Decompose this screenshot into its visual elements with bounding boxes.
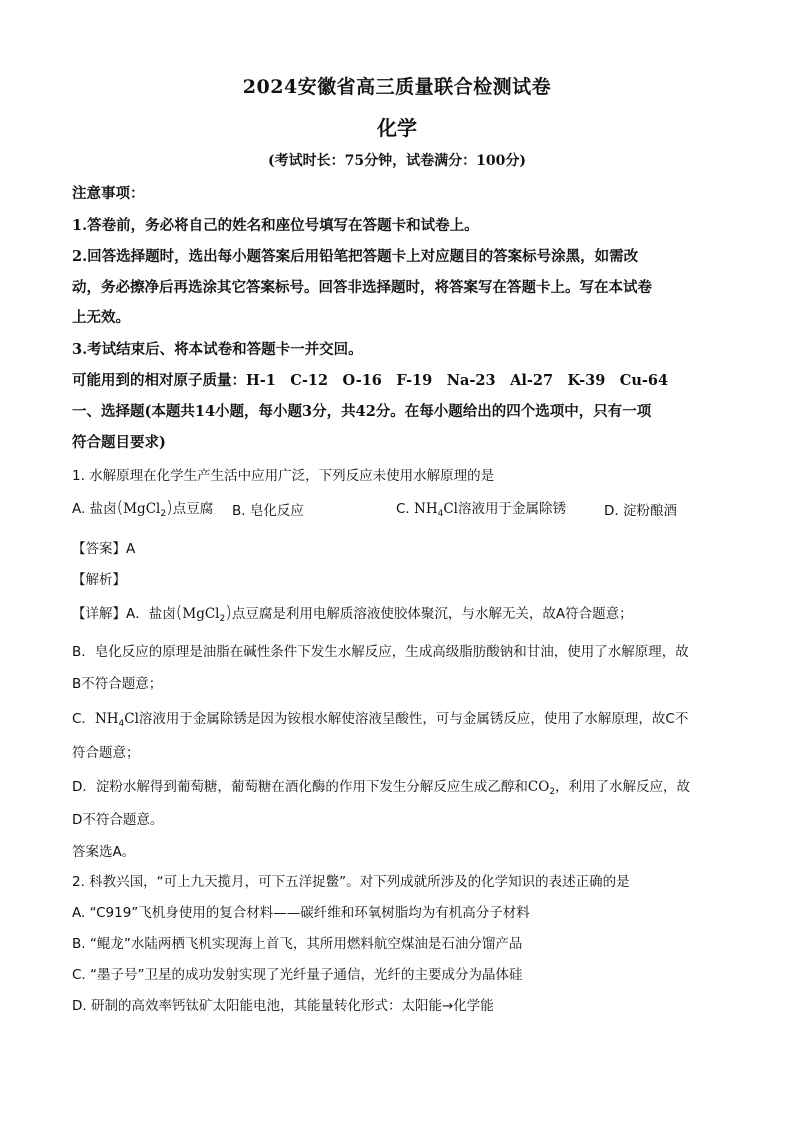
q1-detail-c-line-1 [72, 707, 722, 729]
q1-option-c-suffix: 溶液用于金属除锈 [458, 501, 566, 517]
answer-tag: 【答案】 [72, 541, 126, 557]
detail-a-prefix: A．盐卤 [126, 606, 176, 622]
notice-item-3: 3.考试结束后、将本试卷和答题卡一并交回。 [72, 341, 363, 358]
detail-d-suffix: ，利用了水解反应，故 [555, 779, 691, 795]
q1-detail-d-line-1 [72, 775, 722, 797]
notice-item-1: 1.答卷前，务必将自己的姓名和座位号填写在答题卡和试卷上。 [72, 217, 479, 234]
notice-item-2-line-2: 动，务必擦净后再选涂其它答案标号。回答非选择题时，将答案写在答题卡上。写在本试卷 [72, 279, 652, 296]
detail-tag: 【详解】 [72, 606, 126, 622]
q1-option-a-subscript: 2 [160, 509, 167, 519]
detail-a-formula: MgCl [182, 606, 220, 622]
q1-stem: 1. 水解原理在化学生产生活中应用广泛，下列反应未使用水解原理的是 [72, 468, 495, 484]
q2-option-a: A. “C919”飞机身使用的复合材料——碳纤维和环氧树脂均为有机高分子材料 [72, 905, 530, 921]
q2-option-d: D. 研制的高效率钙钛矿太阳能电池，其能量转化形式：太阳能→化学能 [72, 998, 494, 1014]
q1-analysis-tag: 【解析】 [72, 572, 126, 588]
q1-option-d: D. 淀粉酿酒 [604, 503, 677, 519]
detail-a-suffix: 点豆腐是利用电解质溶液使胶体聚沉，与水解无关，故A符合题意； [231, 606, 633, 622]
q1-option-a-prefix: A. 盐卤 [72, 501, 117, 517]
detail-c-prefix: C． [72, 711, 95, 727]
q1-option-c [396, 497, 566, 519]
section-heading-line-1: 一、选择题(本题共14小题，每小题3分，共42分。在每小题给出的四个选项中，只有一项 [72, 403, 652, 420]
detail-c-subscript: 4 [118, 719, 125, 729]
q1-option-c-subscript: 4 [437, 509, 444, 519]
q1-answer [72, 537, 722, 557]
detail-d-subscript: 2 [549, 787, 556, 797]
answer-value: A [126, 541, 136, 557]
q1-option-a: A. 盐卤(MgCl$_2$)点豆腐 [72, 498, 214, 519]
q2-stem: 2. 科教兴国，“可上九天揽月，可下五洋捉鳖”。对下列成就所涉及的化学知识的表述正确的是 [72, 874, 630, 890]
notice-heading: 注意事项： [72, 185, 145, 202]
q1-detail-c-line-2: 符合题意； [72, 745, 140, 761]
atomic-masses: 可能用到的相对原子质量：H-1 C-12 O-16 F-19 Na-23 Al-27 K-39 Cu-64 [72, 372, 669, 389]
q1-detail-a: 【详解】A．盐卤(MgCl$_2$)点豆腐是利用电解质溶液使胶体聚沉，与水解无关，故A符合题意； [72, 603, 633, 624]
q1-detail-d-line-2: D不符合题意。 [72, 812, 164, 828]
q1-option-c-prefix: C. [396, 501, 415, 517]
detail-a-subscript: 2 [219, 614, 226, 624]
notice-item-2-line-3: 上无效。 [72, 309, 130, 326]
detail-d-prefix: D．淀粉水解得到葡萄糖，葡萄糖在酒化酶的作用下发生分解反应生成乙醇和 [72, 779, 528, 795]
exam-info: (考试时长：75分钟，试卷满分：100分) [268, 153, 526, 169]
detail-c-formula: NH [94, 711, 119, 727]
q1-conclusion: 答案选A。 [72, 844, 136, 860]
detail-d-formula: CO [527, 779, 550, 795]
section-heading-line-2: 符合题目要求) [72, 434, 166, 451]
notice-item-2-line-1: 2.回答选择题时，选出每小题答案后用铅笔把答题卡上对应题目的答案标号涂黑，如需改 [72, 248, 639, 265]
detail-c-formula-2: Cl [124, 711, 139, 727]
q2-option-c: C. “墨子号”卫星的成功发射实现了光纤量子通信，光纤的主要成分为晶体硅 [72, 967, 523, 983]
exam-title: 2024安徽省高三质量联合检测试卷 [242, 76, 552, 98]
q1-detail-b-line-1: B．皂化反应的原理是油脂在碱性条件下发生水解反应，生成高级脂肪酸钠和甘油，使用了水解原理，故 [72, 644, 689, 660]
q1-detail-b-line-2: B不符合题意； [72, 676, 163, 692]
q1-option-b: B. 皂化反应 [232, 503, 304, 519]
q1-option-a-suffix: 点豆腐 [172, 501, 214, 517]
subject-title: 化学 [377, 116, 417, 140]
detail-c-suffix: 溶液用于金属除锈是因为铵根水解使溶液呈酸性，可与金属锈反应，使用了水解原理，故C不 [138, 711, 689, 727]
q1-option-a-formula: MgCl [123, 501, 161, 517]
q1-option-c-formula: NH [414, 501, 438, 517]
q2-option-b: B. “鲲龙”水陆两栖飞机实现海上首飞，其所用燃料航空煤油是石油分馏产品 [72, 936, 523, 952]
q1-option-c-formula-2: Cl [443, 501, 458, 517]
